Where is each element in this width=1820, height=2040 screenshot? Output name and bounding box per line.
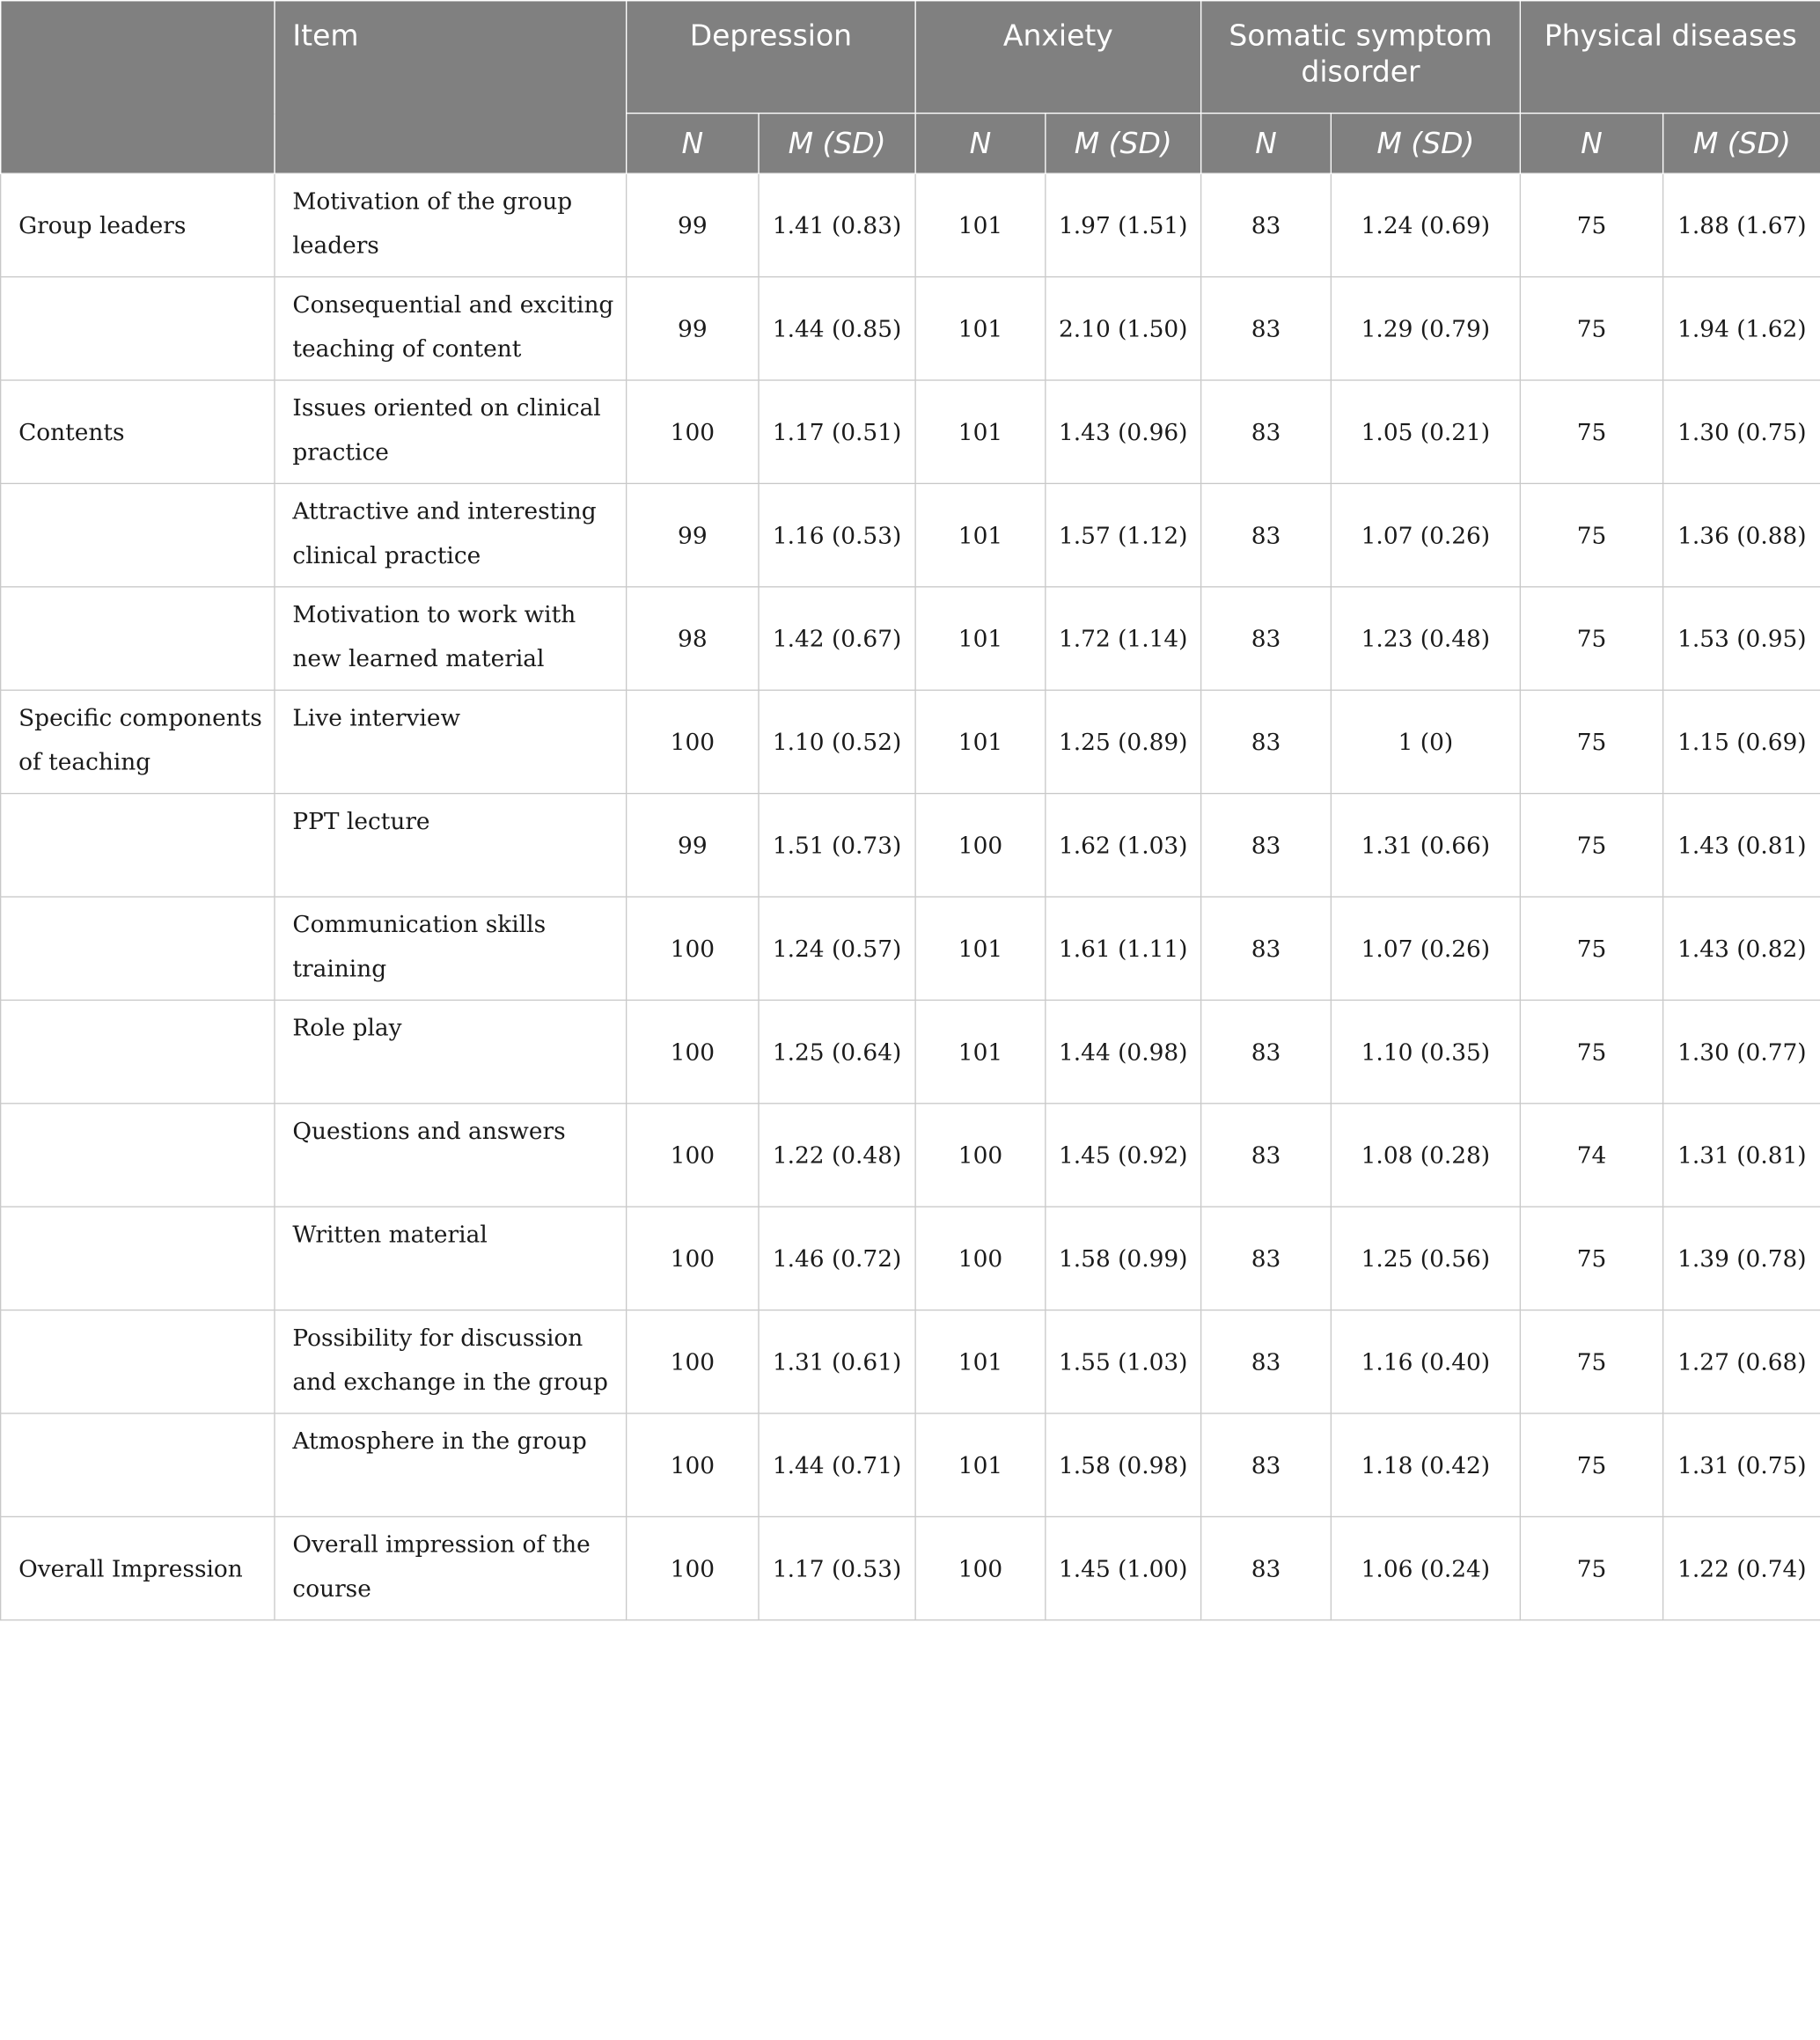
row-group-label: [1, 897, 275, 1000]
cell-mean-sd: 2.10 (1.50): [1046, 277, 1201, 380]
cell-mean-sd: 1.31 (0.75): [1663, 1413, 1820, 1516]
table-row: [1, 1413, 1820, 1516]
cell-n: 83: [1201, 483, 1332, 586]
row-item-label: Possibility for discussion and exchange in the group: [275, 1310, 627, 1413]
cell-mean-sd: 1.07 (0.26): [1331, 897, 1520, 1000]
cell-n: 100: [627, 380, 759, 483]
cell-n: 75: [1520, 483, 1662, 586]
subheader-msd: M (SD): [759, 114, 915, 174]
cell-n: 100: [627, 690, 759, 793]
cell-mean-sd: 1.36 (0.88): [1663, 483, 1820, 586]
cell-n: 83: [1201, 897, 1332, 1000]
table-header: [1, 1, 1820, 174]
cell-n: 75: [1520, 690, 1662, 793]
cell-mean-sd: 1.43 (0.96): [1046, 380, 1201, 483]
header-somatic: Somatic symptom disorder: [1201, 1, 1521, 114]
cell-n: 101: [915, 277, 1046, 380]
row-item-label: Live interview: [275, 690, 627, 793]
cell-mean-sd: 1.41 (0.83): [759, 173, 915, 276]
cell-n: 75: [1520, 173, 1662, 276]
cell-mean-sd: 1.31 (0.61): [759, 1310, 915, 1413]
cell-n: 99: [627, 173, 759, 276]
table-row: [1, 1207, 1820, 1310]
cell-n: 101: [915, 1310, 1046, 1413]
cell-mean-sd: 1.15 (0.69): [1663, 690, 1820, 793]
cell-mean-sd: 1.45 (1.00): [1046, 1516, 1201, 1619]
cell-mean-sd: 1.72 (1.14): [1046, 587, 1201, 690]
cell-mean-sd: 1.22 (0.48): [759, 1104, 915, 1207]
cell-mean-sd: 1.42 (0.67): [759, 587, 915, 690]
cell-n: 83: [1201, 1310, 1332, 1413]
cell-mean-sd: 1.51 (0.73): [759, 794, 915, 897]
cell-mean-sd: 1.97 (1.51): [1046, 173, 1201, 276]
cell-mean-sd: 1.30 (0.75): [1663, 380, 1820, 483]
cell-n: 101: [915, 1413, 1046, 1516]
cell-n: 83: [1201, 1104, 1332, 1207]
cell-n: 100: [627, 1104, 759, 1207]
cell-mean-sd: 1.30 (0.77): [1663, 1000, 1820, 1103]
cell-n: 100: [627, 1207, 759, 1310]
cell-mean-sd: 1.44 (0.85): [759, 277, 915, 380]
cell-n: 75: [1520, 794, 1662, 897]
cell-n: 75: [1520, 1207, 1662, 1310]
table-row: [1, 483, 1820, 586]
table-row: [1, 1310, 1820, 1413]
table-row: [1, 794, 1820, 897]
row-item-label: Written material: [275, 1207, 627, 1310]
header-physical: Physical diseases: [1520, 1, 1820, 114]
row-group-label: Group leaders: [1, 173, 275, 276]
cell-mean-sd: 1.53 (0.95): [1663, 587, 1820, 690]
cell-n: 100: [627, 1413, 759, 1516]
cell-mean-sd: 1.39 (0.78): [1663, 1207, 1820, 1310]
cell-mean-sd: 1.58 (0.98): [1046, 1413, 1201, 1516]
row-group-label: Overall Impression: [1, 1516, 275, 1619]
cell-n: 101: [915, 690, 1046, 793]
row-group-label: Contents: [1, 380, 275, 483]
cell-n: 100: [627, 1000, 759, 1103]
cell-n: 99: [627, 794, 759, 897]
subheader-n: N: [915, 114, 1046, 174]
cell-n: 83: [1201, 277, 1332, 380]
header-anxiety: Anxiety: [915, 1, 1201, 114]
cell-n: 83: [1201, 1207, 1332, 1310]
cell-n: 75: [1520, 897, 1662, 1000]
cell-n: 83: [1201, 1000, 1332, 1103]
row-item-label: Atmosphere in the group: [275, 1413, 627, 1516]
subheader-msd: M (SD): [1663, 114, 1820, 174]
cell-n: 75: [1520, 277, 1662, 380]
cell-mean-sd: 1.61 (1.11): [1046, 897, 1201, 1000]
table-row: [1, 1516, 1820, 1619]
row-item-label: Communication skills training: [275, 897, 627, 1000]
table-body: [1, 173, 1820, 1620]
cell-n: 100: [627, 897, 759, 1000]
subheader-n: N: [1201, 114, 1332, 174]
cell-n: 101: [915, 1000, 1046, 1103]
cell-mean-sd: 1.17 (0.53): [759, 1516, 915, 1619]
cell-n: 83: [1201, 1413, 1332, 1516]
table-row: [1, 173, 1820, 276]
cell-mean-sd: 1.45 (0.92): [1046, 1104, 1201, 1207]
cell-mean-sd: 1.16 (0.53): [759, 483, 915, 586]
cell-mean-sd: 1 (0): [1331, 690, 1520, 793]
cell-mean-sd: 1.05 (0.21): [1331, 380, 1520, 483]
table-row: [1, 897, 1820, 1000]
cell-mean-sd: 1.06 (0.24): [1331, 1516, 1520, 1619]
table-row: [1, 277, 1820, 380]
cell-mean-sd: 1.16 (0.40): [1331, 1310, 1520, 1413]
subheader-msd: M (SD): [1046, 114, 1201, 174]
cell-n: 83: [1201, 794, 1332, 897]
cell-mean-sd: 1.57 (1.12): [1046, 483, 1201, 586]
cell-n: 74: [1520, 1104, 1662, 1207]
cell-n: 100: [915, 794, 1046, 897]
row-group-label: [1, 1104, 275, 1207]
cell-mean-sd: 1.18 (0.42): [1331, 1413, 1520, 1516]
row-item-label: Consequential and exciting teaching of content: [275, 277, 627, 380]
cell-n: 75: [1520, 380, 1662, 483]
cell-mean-sd: 1.22 (0.74): [1663, 1516, 1820, 1619]
cell-mean-sd: 1.07 (0.26): [1331, 483, 1520, 586]
cell-n: 101: [915, 380, 1046, 483]
header-group-cell: [1, 1, 275, 174]
cell-mean-sd: 1.25 (0.64): [759, 1000, 915, 1103]
row-item-label: Attractive and interesting clinical practice: [275, 483, 627, 586]
cell-n: 83: [1201, 173, 1332, 276]
cell-n: 75: [1520, 1516, 1662, 1619]
cell-mean-sd: 1.31 (0.66): [1331, 794, 1520, 897]
cell-n: 83: [1201, 690, 1332, 793]
cell-mean-sd: 1.10 (0.35): [1331, 1000, 1520, 1103]
cell-mean-sd: 1.23 (0.48): [1331, 587, 1520, 690]
cell-n: 100: [915, 1104, 1046, 1207]
row-item-label: Motivation to work with new learned material: [275, 587, 627, 690]
cell-mean-sd: 1.10 (0.52): [759, 690, 915, 793]
row-group-label: [1, 483, 275, 586]
cell-n: 100: [627, 1310, 759, 1413]
cell-n: 99: [627, 483, 759, 586]
cell-mean-sd: 1.43 (0.82): [1663, 897, 1820, 1000]
cell-mean-sd: 1.24 (0.57): [759, 897, 915, 1000]
cell-mean-sd: 1.25 (0.89): [1046, 690, 1201, 793]
row-group-label: [1, 1000, 275, 1103]
row-item-label: PPT lecture: [275, 794, 627, 897]
row-item-label: Questions and answers: [275, 1104, 627, 1207]
cell-mean-sd: 1.55 (1.03): [1046, 1310, 1201, 1413]
cell-mean-sd: 1.08 (0.28): [1331, 1104, 1520, 1207]
cell-n: 100: [915, 1207, 1046, 1310]
table-row: [1, 380, 1820, 483]
table-row: [1, 587, 1820, 690]
cell-mean-sd: 1.88 (1.67): [1663, 173, 1820, 276]
cell-n: 100: [627, 1516, 759, 1619]
header-item: Item: [275, 1, 627, 174]
cell-mean-sd: 1.43 (0.81): [1663, 794, 1820, 897]
cell-mean-sd: 1.31 (0.81): [1663, 1104, 1820, 1207]
cell-mean-sd: 1.17 (0.51): [759, 380, 915, 483]
row-group-label: [1, 587, 275, 690]
cell-n: 101: [915, 483, 1046, 586]
row-group-label: [1, 1207, 275, 1310]
row-group-label: [1, 1413, 275, 1516]
cell-mean-sd: 1.46 (0.72): [759, 1207, 915, 1310]
cell-n: 100: [915, 1516, 1046, 1619]
row-item-label: Issues oriented on clinical practice: [275, 380, 627, 483]
cell-mean-sd: 1.29 (0.79): [1331, 277, 1520, 380]
cell-n: 75: [1520, 587, 1662, 690]
cell-mean-sd: 1.58 (0.99): [1046, 1207, 1201, 1310]
cell-mean-sd: 1.94 (1.62): [1663, 277, 1820, 380]
cell-mean-sd: 1.24 (0.69): [1331, 173, 1520, 276]
row-group-label: [1, 794, 275, 897]
cell-n: 83: [1201, 1516, 1332, 1619]
cell-n: 75: [1520, 1000, 1662, 1103]
row-item-label: Role play: [275, 1000, 627, 1103]
row-group-label: Specific components of teaching: [1, 690, 275, 793]
cell-n: 99: [627, 277, 759, 380]
row-group-label: [1, 277, 275, 380]
cell-mean-sd: 1.27 (0.68): [1663, 1310, 1820, 1413]
cell-n: 101: [915, 897, 1046, 1000]
subheader-n: N: [627, 114, 759, 174]
cell-n: 101: [915, 173, 1046, 276]
row-group-label: [1, 1310, 275, 1413]
cell-n: 75: [1520, 1413, 1662, 1516]
row-item-label: Motivation of the group leaders: [275, 173, 627, 276]
cell-mean-sd: 1.62 (1.03): [1046, 794, 1201, 897]
row-item-label: Overall impression of the course: [275, 1516, 627, 1619]
cell-mean-sd: 1.44 (0.98): [1046, 1000, 1201, 1103]
header-depression: Depression: [627, 1, 915, 114]
table-row: [1, 1000, 1820, 1103]
subheader-msd: M (SD): [1331, 114, 1520, 174]
table-row: [1, 690, 1820, 793]
table-row: [1, 1104, 1820, 1207]
cell-n: 83: [1201, 380, 1332, 483]
cell-n: 75: [1520, 1310, 1662, 1413]
cell-n: 98: [627, 587, 759, 690]
cell-n: 101: [915, 587, 1046, 690]
cell-mean-sd: 1.25 (0.56): [1331, 1207, 1520, 1310]
cell-n: 83: [1201, 587, 1332, 690]
subheader-n: N: [1520, 114, 1662, 174]
cell-mean-sd: 1.44 (0.71): [759, 1413, 915, 1516]
